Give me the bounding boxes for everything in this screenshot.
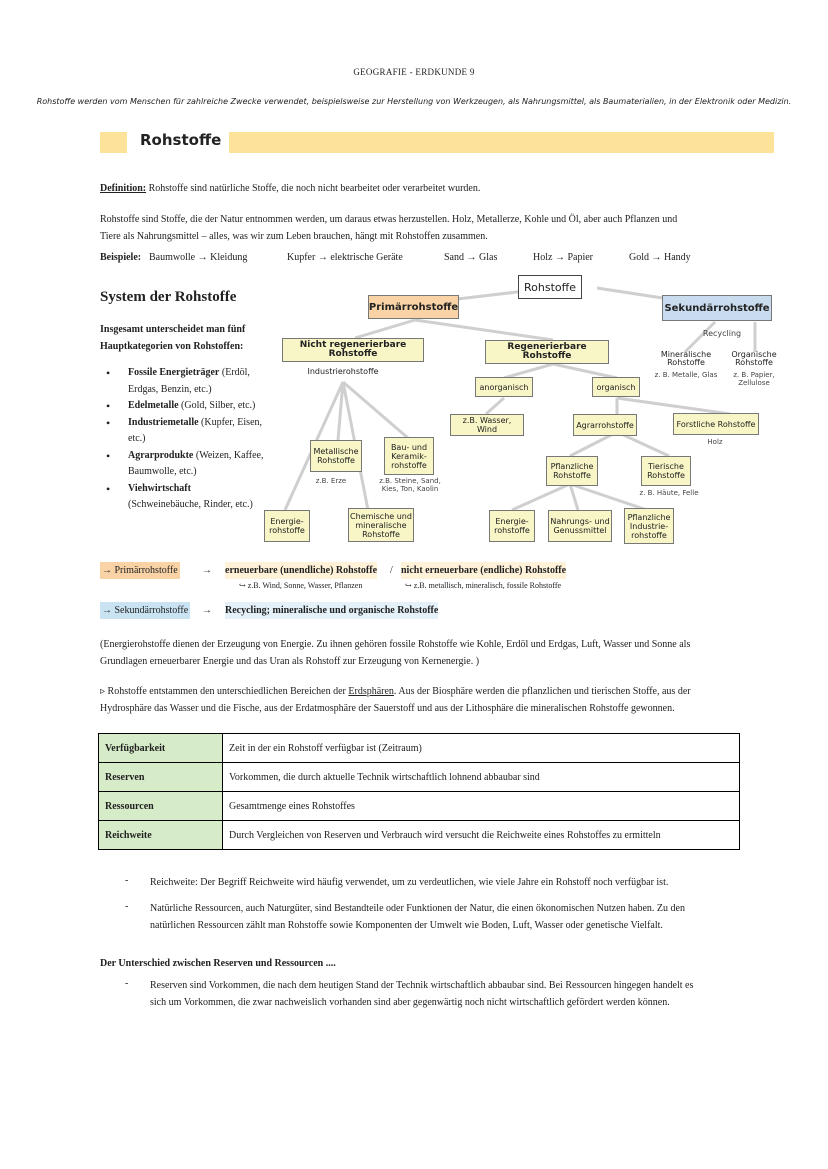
box-sekundaer: Sekundärrohstoffe [662, 295, 772, 321]
box-bau: Bau- und Keramik-rohstoffe [384, 437, 434, 475]
list-item: • Edelmetalle (Gold, Silber, etc.) [106, 398, 266, 415]
box-regenerierbar: Regenerierbare Rohstoffe [485, 340, 609, 364]
para1-line2: Tiere als Nahrungsmittel – alles, was wir zum Leben brauchen, hängt mit Rohstoffen zusammen. [100, 231, 488, 242]
box-metallisch: Metallische Rohstoffe [310, 440, 362, 472]
unterschied-heading: Der Unterschied zwischen Reserven und Ressourcen .... [100, 958, 336, 969]
examples [100, 249, 141, 266]
para1-line1: Rohstoffe sind Stoffe, die der Natur entnommen werden, um daraus etwas herzustellen. Holz, Metallerze, Kohle und Öl, aber auch Pflanzen und [100, 214, 678, 225]
box-rohstoffe: Rohstoffe [518, 275, 582, 299]
box-primaer: Primärrohstoffe [368, 295, 459, 319]
erdsphaeren-link: Erdsphären [348, 686, 394, 697]
definition [100, 180, 480, 197]
sphaeren-line-1: ▹ Rohstoffe entstammen den unterschiedlichen Bereichen der Erdsphären. Aus der Biosphäre werden die pflanzlichen und tierischen Stoffe, aus der [100, 686, 691, 697]
box-chemisch: Chemische und mineralische Rohstoffe [348, 508, 414, 542]
box-organisch: organisch [592, 377, 640, 397]
bullet-2-line-2: natürlichen Ressourcen zählt man Rohstoffe sowie Komponenten der Umwelt wie Boden, Luft, Wasser oder genetische Vielfalt. [150, 920, 663, 931]
example-3: Sand → Glas [444, 252, 498, 263]
box-nicht-regenerierbar: Nicht regenerierbare Rohstoffe [282, 338, 424, 362]
bullet-3-line-1: Reserven sind Vorkommen, die nach dem heutigen Stand der Technik wirtschaftlich abbaubar sind. Bei Ressourcen hingegen handelt es [150, 980, 694, 991]
primaer-sub-2: ↪ z.B. metallisch, mineralisch, fossile Rohstoffe [405, 581, 562, 590]
primaer-sub-1: ↪ z.B. Wind, Sonne, Wasser, Pflanzen [239, 581, 363, 590]
box-nahrung: Nahrungs- und Genussmittel [548, 510, 612, 542]
recycling-label: Recycling [702, 329, 742, 338]
system-title: System der Rohstoffe [100, 289, 237, 305]
box-agrar: Agrarrohstoffe [573, 414, 637, 436]
box-energie-1: Energie-rohstoffe [264, 510, 310, 542]
box-pflanz-industrie: Pflanzliche Industrie-rohstoffe [624, 508, 674, 544]
metallisch-sub: z.B. Erze [315, 477, 347, 485]
primaer-arrow: → [202, 565, 212, 576]
bullet-dash: - [125, 901, 129, 912]
list-item: • Fossile Energieträger (Erdöl, Erdgas, Benzin, etc.) [106, 365, 266, 398]
primaer-text-1: erneuerbare (unendliche) Rohstoffe [225, 562, 377, 579]
sphaeren-line-2: Hydrosphäre das Wasser und die Fische, aus der Erdatmosphäre der Sauerstoff und aus der Lithosphäre die mineralischen Rohstoffe gewonnen. [100, 703, 675, 714]
sekundaer-text: Recycling; mineralische und organische Rohstoffe [225, 602, 438, 619]
list-item: • Industriemetalle (Kupfer, Eisen, etc.) [106, 415, 266, 448]
table-row: Verfügbarkeit Zeit in der ein Rohstoff verfügbar ist (Zeitraum) [99, 734, 740, 763]
energie-line-1: (Energierohstoffe dienen der Erzeugung von Energie. Zu ihnen gehören fossile Rohstoffe wie Kohle, Erdöl und Erdgas, Luft, Wasser und Sonne als [100, 639, 691, 650]
primaer-tag: → Primärrohstoffe [100, 562, 180, 579]
kategorien-text: Insgesamt unterscheidet man fünf Hauptkategorien von Rohstoffen: [100, 324, 246, 352]
table-row: Reichweite Durch Vergleichen von Reserven und Verbrauch wird versucht die Reichweite eines Rohstoffes zu ermitteln [99, 821, 740, 850]
box-forst: Forstliche Rohstoffe [673, 413, 759, 435]
box-pflanzlich: Pflanzliche Rohstoffe [546, 456, 598, 486]
bau-sub: z.B. Steine, Sand, Kies, Ton, Kaolin [379, 477, 441, 493]
energie-line-2: Grundlagen erneuerbarer Energie und das Uran als Rohstoff zur Erzeugung von Kernenergie. ) [100, 656, 480, 667]
bullet-3-line-2: sich um Vorkommen, die zwar nachweislich vorhanden sind aber gegenwärtig noch nicht wirtschaftlich gefördert werden können. [150, 997, 670, 1008]
example-4: Holz → Papier [533, 252, 593, 263]
bullet-2-line-1: Natürliche Ressourcen, auch Naturgüter, sind Bestandteile oder Funktionen der Natur, die einen ökonomischen Nutzen haben. Zu den [150, 903, 685, 914]
box-energie-2: Energie-rohstoffe [489, 510, 535, 542]
mineralische-sub: z. B. Metalle, Glas [654, 371, 718, 379]
list-item: • Viehwirtschaft (Schweinebäuche, Rinder, etc.) [106, 481, 266, 514]
bullet-dash: - [125, 875, 129, 886]
holz-label: Holz [707, 438, 723, 446]
tierisch-sub: z. B. Häute, Felle [639, 489, 699, 497]
table-row: Ressourcen Gesamtmenge eines Rohstoffes [99, 792, 740, 821]
sekundaer-arrow: → [202, 605, 212, 616]
page-header: GEOGRAFIE - ERDKUNDE 9 [353, 67, 475, 77]
sekundaer-tag: → Sekundärrohstoffe [100, 602, 190, 619]
example-2: Kupfer → elektrische Geräte [287, 252, 403, 263]
mineralische-label: Mineralische Rohstoffe [660, 350, 712, 367]
title-bar-right [229, 132, 774, 153]
box-anorganisch: anorganisch [475, 377, 533, 397]
begriffe-table [98, 733, 740, 850]
definition-text: Rohstoffe sind natürliche Stoffe, die noch nicht bearbeitet oder verarbeitet wurden. [146, 183, 481, 194]
box-tierisch: Tierische Rohstoffe [641, 456, 691, 486]
example-5: Gold → Handy [629, 252, 691, 263]
organische-label: Organische Rohstoffe [731, 350, 777, 367]
example-1: Baumwolle → Kleidung [149, 252, 248, 263]
bullet-1: Reichweite: Der Begriff Reichweite wird häufig verwendet, um zu verdeutlichen, wie viele Jahre ein Rohstoff noch verfügbar ist. [150, 877, 669, 888]
kategorien-list [106, 365, 266, 514]
definition-label: Definition: [100, 183, 147, 194]
table-row: Reserven Vorkommen, die durch aktuelle Technik wirtschaftlich lohnend abbaubar sind [99, 763, 740, 792]
examples-label: Beispiele: [100, 252, 142, 263]
primaer-sep: / [390, 565, 393, 576]
primaer-text-2: nicht erneuerbare (endliche) Rohstoffe [401, 562, 566, 579]
intro-text: Rohstoffe werden vom Menschen für zahlreiche Zwecke verwendet, beispielsweise zur Herstellung von Werkzeugen, als Nahrungsmittel, als Baumaterialien, in der Elektronik oder Medizin. [36, 97, 792, 106]
page-title: Rohstoffe [140, 131, 222, 149]
industrierohstoffe-label: Industrierohstoffe [307, 367, 379, 376]
box-wasser-wind: z.B. Wasser, Wind [450, 414, 524, 436]
organische-sub: z. B. Papier, Zellulose [733, 371, 775, 387]
title-bar-left [100, 132, 127, 153]
list-item: • Agrarprodukte (Weizen, Kaffee, Baumwolle, etc.) [106, 448, 266, 481]
bullet-dash: - [125, 978, 129, 989]
